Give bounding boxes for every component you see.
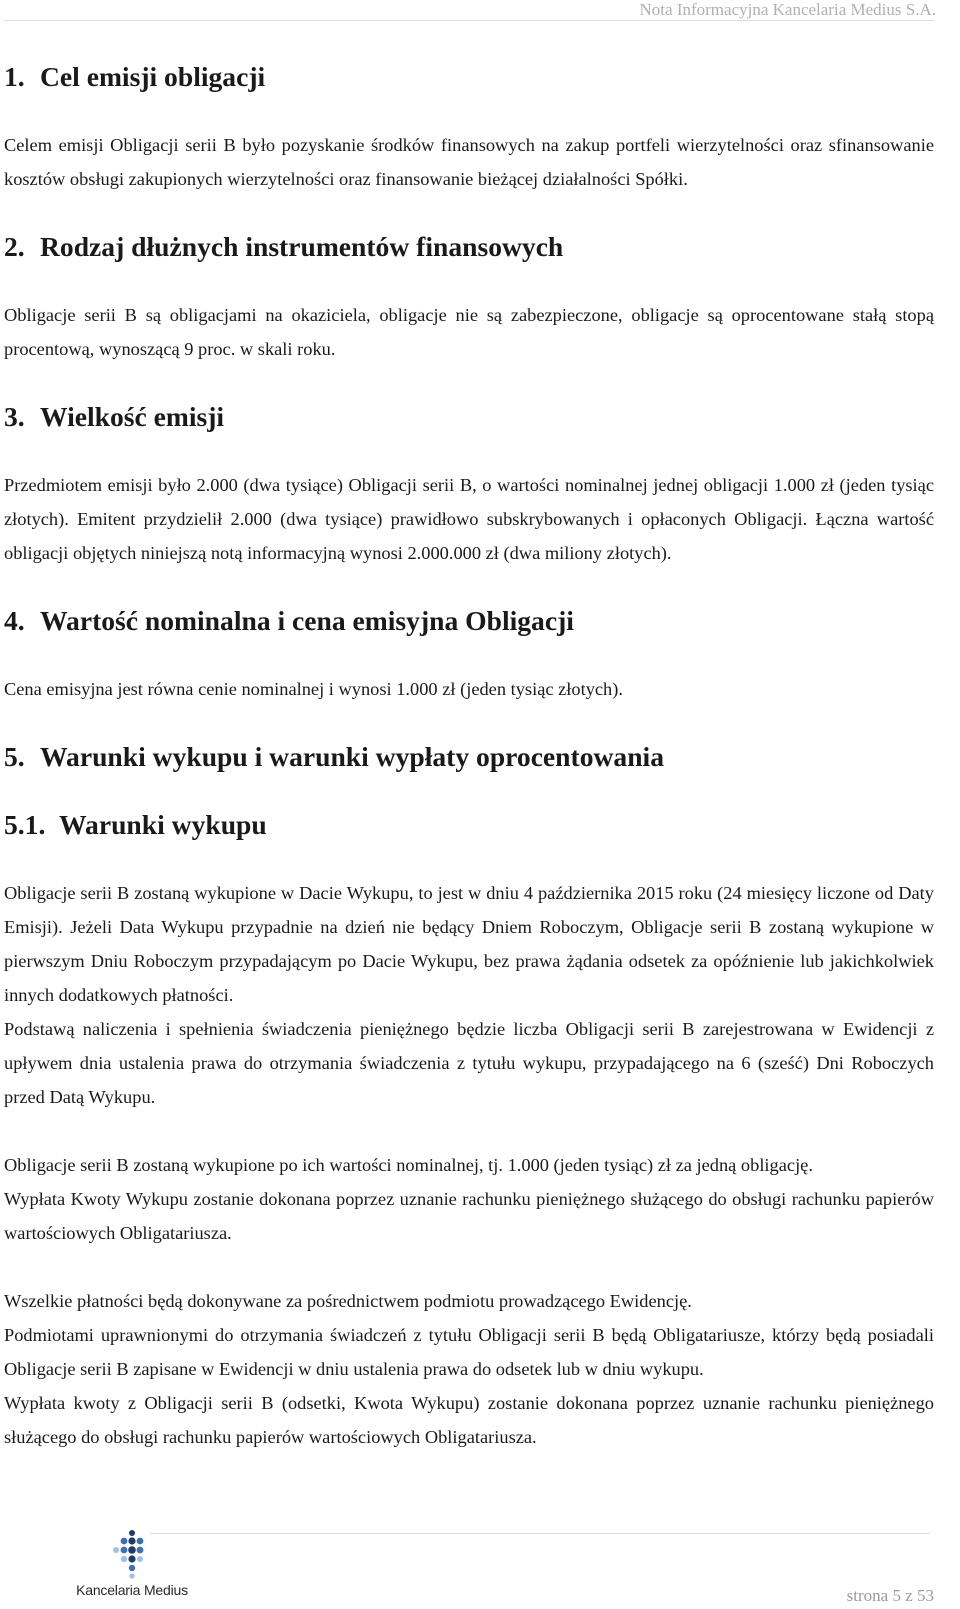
paragraph: Celem emisji Obligacji serii B było pozyskanie środków finansowych na zakup portfeli wierzytelności oraz sfinansowanie kosztów obsługi zakupionych wierzytelności oraz finansowanie bieżącej działalności Spółki. — [4, 135, 934, 189]
section-heading-5 — [4, 740, 934, 774]
paragraph: Wszelkie płatności będą dokonywane za pośrednictwem podmiotu prowadzącego Ewidencję. — [4, 1291, 692, 1311]
paragraph: Przedmiotem emisji było 2.000 (dwa tysiące) Obligacji serii B, o wartości nominalnej jednej obligacji 1.000 zł (jeden tysiąc złotych). Emitent przydzielił 2.000 (dwa tysiące) prawidłowo subskrybowanych i opłaconych Obligacji. Łączna wartość obligacji objętych niniejszą notą informacyjną wynosi 2.000.000 zł (dwa miliony złotych). — [4, 475, 934, 563]
company-logo — [72, 1528, 192, 1608]
logo-dot — [128, 1537, 135, 1544]
paragraph: Obligacje serii B zostaną wykupione w Dacie Wykupu, to jest w dniu 4 października 2015 roku (24 miesięcy liczone od Daty Emisji). Jeżeli Data Wykupu przypadnie na dzień nie będący Dniem Roboczym, Obligacje serii B zostaną wykupione w pierwszym Dniu Roboczym przypadającym po Dacie Wykupu, bez prawa żądania odsetek za opóźnienie lub jakichkolwiek innych dodatkowych płatności. — [4, 883, 934, 1005]
section-number: 3. — [4, 401, 25, 432]
paragraph: Podstawą naliczenia i spełnienia świadczenia pieniężnego będzie liczba Obligacji serii B zarejestrowana w Ewidencji z upływem dnia ustalenia prawa do otrzymania świadczenia z tytułu wykupu, przypadającego na 6 (sześć) Dni Roboczych przed Datą Wykupu. — [4, 1019, 934, 1107]
logo-dot — [137, 1538, 144, 1545]
paragraph: Podmiotami uprawnionymi do otrzymania świadczeń z tytułu Obligacji serii B będą Obligatariusze, którzy będą posiadali Obligacje serii B zapisane w Ewidencji w dniu ustalenia prawa do odsetek lub w dniu wykupu. — [4, 1325, 934, 1379]
section-title: Cel emisji obligacji — [40, 61, 266, 92]
logo-dot — [137, 1556, 143, 1562]
logo-dot — [129, 1565, 135, 1571]
logo-dots-icon — [72, 1528, 192, 1584]
paragraph: Wypłata kwoty z Obligacji serii B (odsetki, Kwota Wykupu) zostanie dokonana poprzez uznanie rachunku pieniężnego służącego do obsługi rachunku papierów wartościowych Obligatariusza. — [4, 1393, 934, 1447]
logo-dot — [113, 1547, 119, 1553]
section-heading-2 — [4, 230, 934, 264]
section-title: Rodzaj dłużnych instrumentów finansowych — [40, 231, 564, 262]
header-divider — [4, 20, 934, 21]
logo-dot — [121, 1538, 128, 1545]
section-title: Warunki wykupu — [59, 809, 267, 840]
logo-dot — [121, 1547, 128, 1554]
section-number: 4. — [4, 605, 25, 636]
section-title: Warunki wykupu i warunki wypłaty oprocentowania — [40, 741, 664, 772]
section-number: 1. — [4, 61, 25, 92]
section-number: 5. — [4, 741, 25, 772]
section-heading-3 — [4, 400, 934, 434]
section-title: Wartość nominalna i cena emisyjna Obligacji — [40, 605, 574, 636]
logo-dot — [129, 1530, 135, 1536]
section-heading-5-1 — [4, 808, 934, 842]
section-number: 2. — [4, 231, 25, 262]
logo-dot — [128, 1546, 136, 1554]
section-heading-4 — [4, 604, 934, 638]
paragraph: Wypłata Kwoty Wykupu zostanie dokonana poprzez uznanie rachunku pieniężnego służącego do obsługi rachunku papierów wartościowych Obligatariusza. — [4, 1189, 934, 1243]
document-body — [4, 60, 934, 1454]
footer-divider — [150, 1533, 930, 1534]
section-title: Wielkość emisji — [40, 401, 225, 432]
logo-dot — [137, 1547, 144, 1554]
logo-dot — [121, 1556, 127, 1562]
header-title: Nota Informacyjna Kancelaria Medius S.A. — [639, 0, 936, 19]
paragraph: Cena emisyjna jest równa cenie nominalnej i wynosi 1.000 zł (jeden tysiąc złotych). — [4, 679, 623, 699]
section-number: 5.1. — [4, 809, 46, 840]
paragraph: Obligacje serii B zostaną wykupione po ich wartości nominalnej, tj. 1.000 (jeden tysiąc) zł za jedną obligację. — [4, 1155, 813, 1175]
page-number: strona 5 z 53 — [846, 1586, 934, 1605]
logo-dot — [128, 1555, 135, 1562]
section-heading-1 — [4, 60, 934, 94]
logo-text: Kancelaria Medius — [76, 1582, 188, 1598]
paragraph: Obligacje serii B są obligacjami na okaziciela, obligacje nie są zabezpieczone, obligacje są oprocentowane stałą stopą procentową, wynoszącą 9 proc. w skali roku. — [4, 305, 934, 359]
logo-dot — [129, 1573, 134, 1578]
